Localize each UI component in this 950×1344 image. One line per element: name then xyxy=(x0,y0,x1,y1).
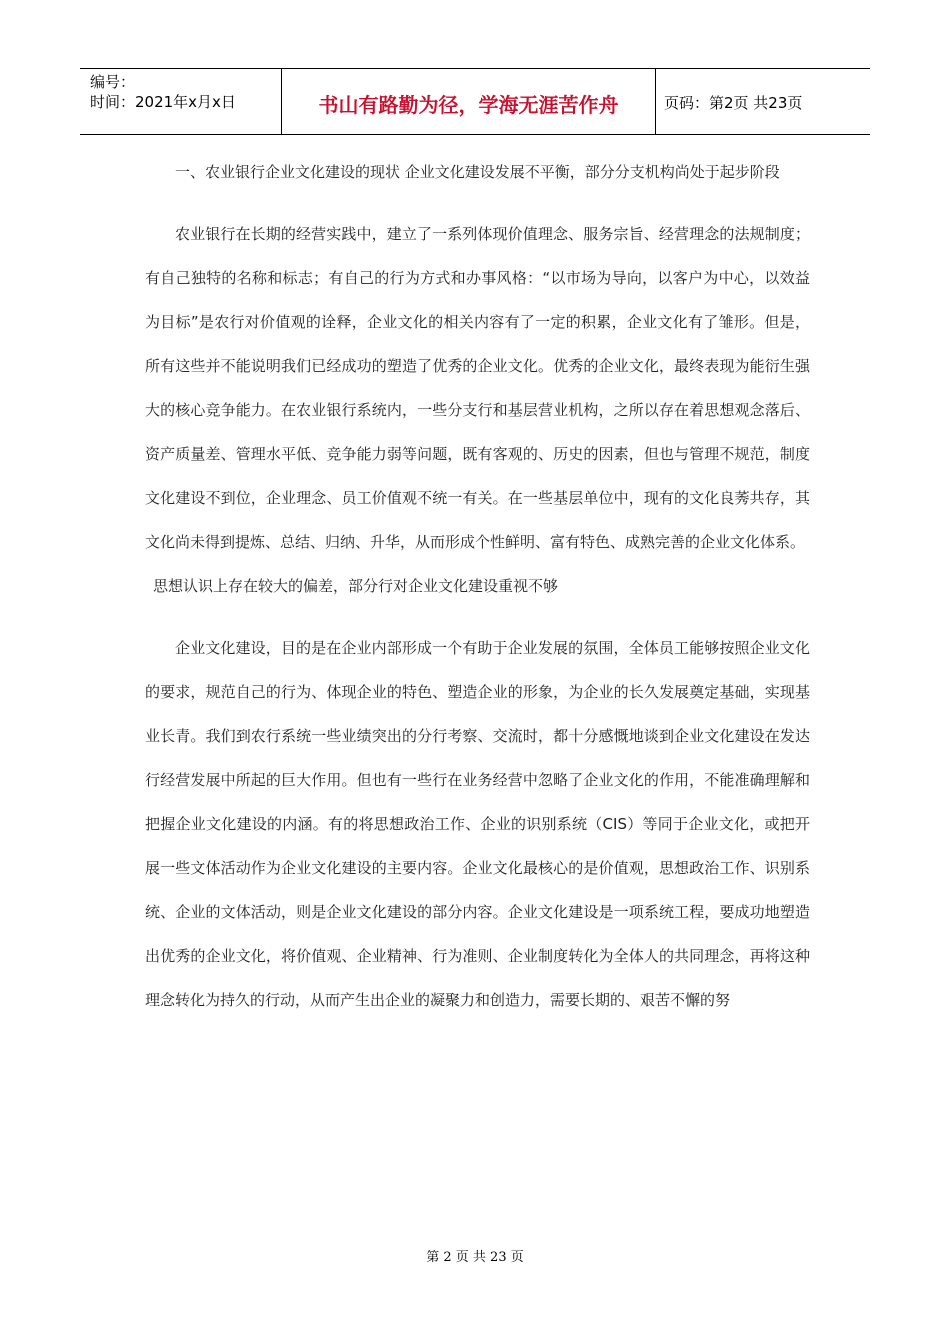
section-heading: 一、农业银行企业文化建设的现状 企业文化建设发展不平衡，部分分支机构尚处于起步阶段 xyxy=(175,163,780,181)
header-meta xyxy=(80,69,282,134)
page-footer: 第 2 页 共 23 页 xyxy=(426,1250,524,1265)
header-motto: 书山有路勤为径，学海无涯苦作舟 xyxy=(318,93,619,117)
document-time-label: 时间：2021年x月x日 xyxy=(90,93,236,111)
header-page-info: 页码：第2页 共23页 xyxy=(664,94,803,112)
body-paragraph: 农业银行在长期的经营实践中，建立了一系列体现价值理念、服务宗旨、经营理念的法规制度；有自己独特的名称和标志；有自己的行为方式和办事风格：“以市场为导向，以客户为中心，以效益为目标”是农行对价值观的诠释，企业文化的相关内容有了一定的积累，企业文化有了雏形。但是，所有这些并不能说明我们已经成功的塑造了优秀的企业文化。优秀的企业文化，最终表现为能衍生强大的核心竞争能力。在农业银行系统内，一些分支行和基层营业机构，之所以存在着思想观念落后、资产质量差、管理水平低、竞争能力弱等问题，既有客观的、历史的因素，但也与管理不规范，制度文化建设不到位，企业理念、员工价值观不统一有关。在一些基层单位中，现有的文化良莠共存，其文化尚未得到提炼、总结、归纳、升华，从而形成个性鲜明、富有特色、成熟完善的企业文化体系。 xyxy=(145,225,810,551)
header-motto-cell xyxy=(282,69,656,134)
document-header xyxy=(80,68,870,135)
body-paragraph: 企业文化建设，目的是在企业内部形成一个有助于企业发展的氛围，全体员工能够按照企业文化的要求，规范自己的行为、体现企业的特色、塑造企业的形象，为企业的长久发展奠定基础，实现基业长青。我们到农行系统一些业绩突出的分行考察、交流时，都十分感慨地谈到企业文化建设在发达行经营发展中所起的巨大作用。但也有一些行在业务经营中忽略了企业文化的作用，不能准确理解和把握企业文化建设的内涵。有的将思想政治工作、企业的识别系统（CIS）等同于企业文化，或把开展一些文体活动作为企业文化建设的主要内容。企业文化最核心的是价值观，思想政治工作、识别系统、企业的文体活动，则是企业文化建设的部分内容。企业文化建设是一项系统工程，要成功地塑造出优秀的企业文化，将价值观、企业精神、行为准则、企业制度转化为全体人的共同理念，再将这种理念转化为持久的行动，从而产生出企业的凝聚力和创造力，需要长期的、艰苦不懈的努 xyxy=(145,639,810,1009)
document-body xyxy=(145,150,810,1022)
document-number-label: 编号： xyxy=(90,73,136,91)
subsection-heading: 思想认识上存在较大的偏差，部分行对企业文化建设重视不够 xyxy=(153,577,559,595)
